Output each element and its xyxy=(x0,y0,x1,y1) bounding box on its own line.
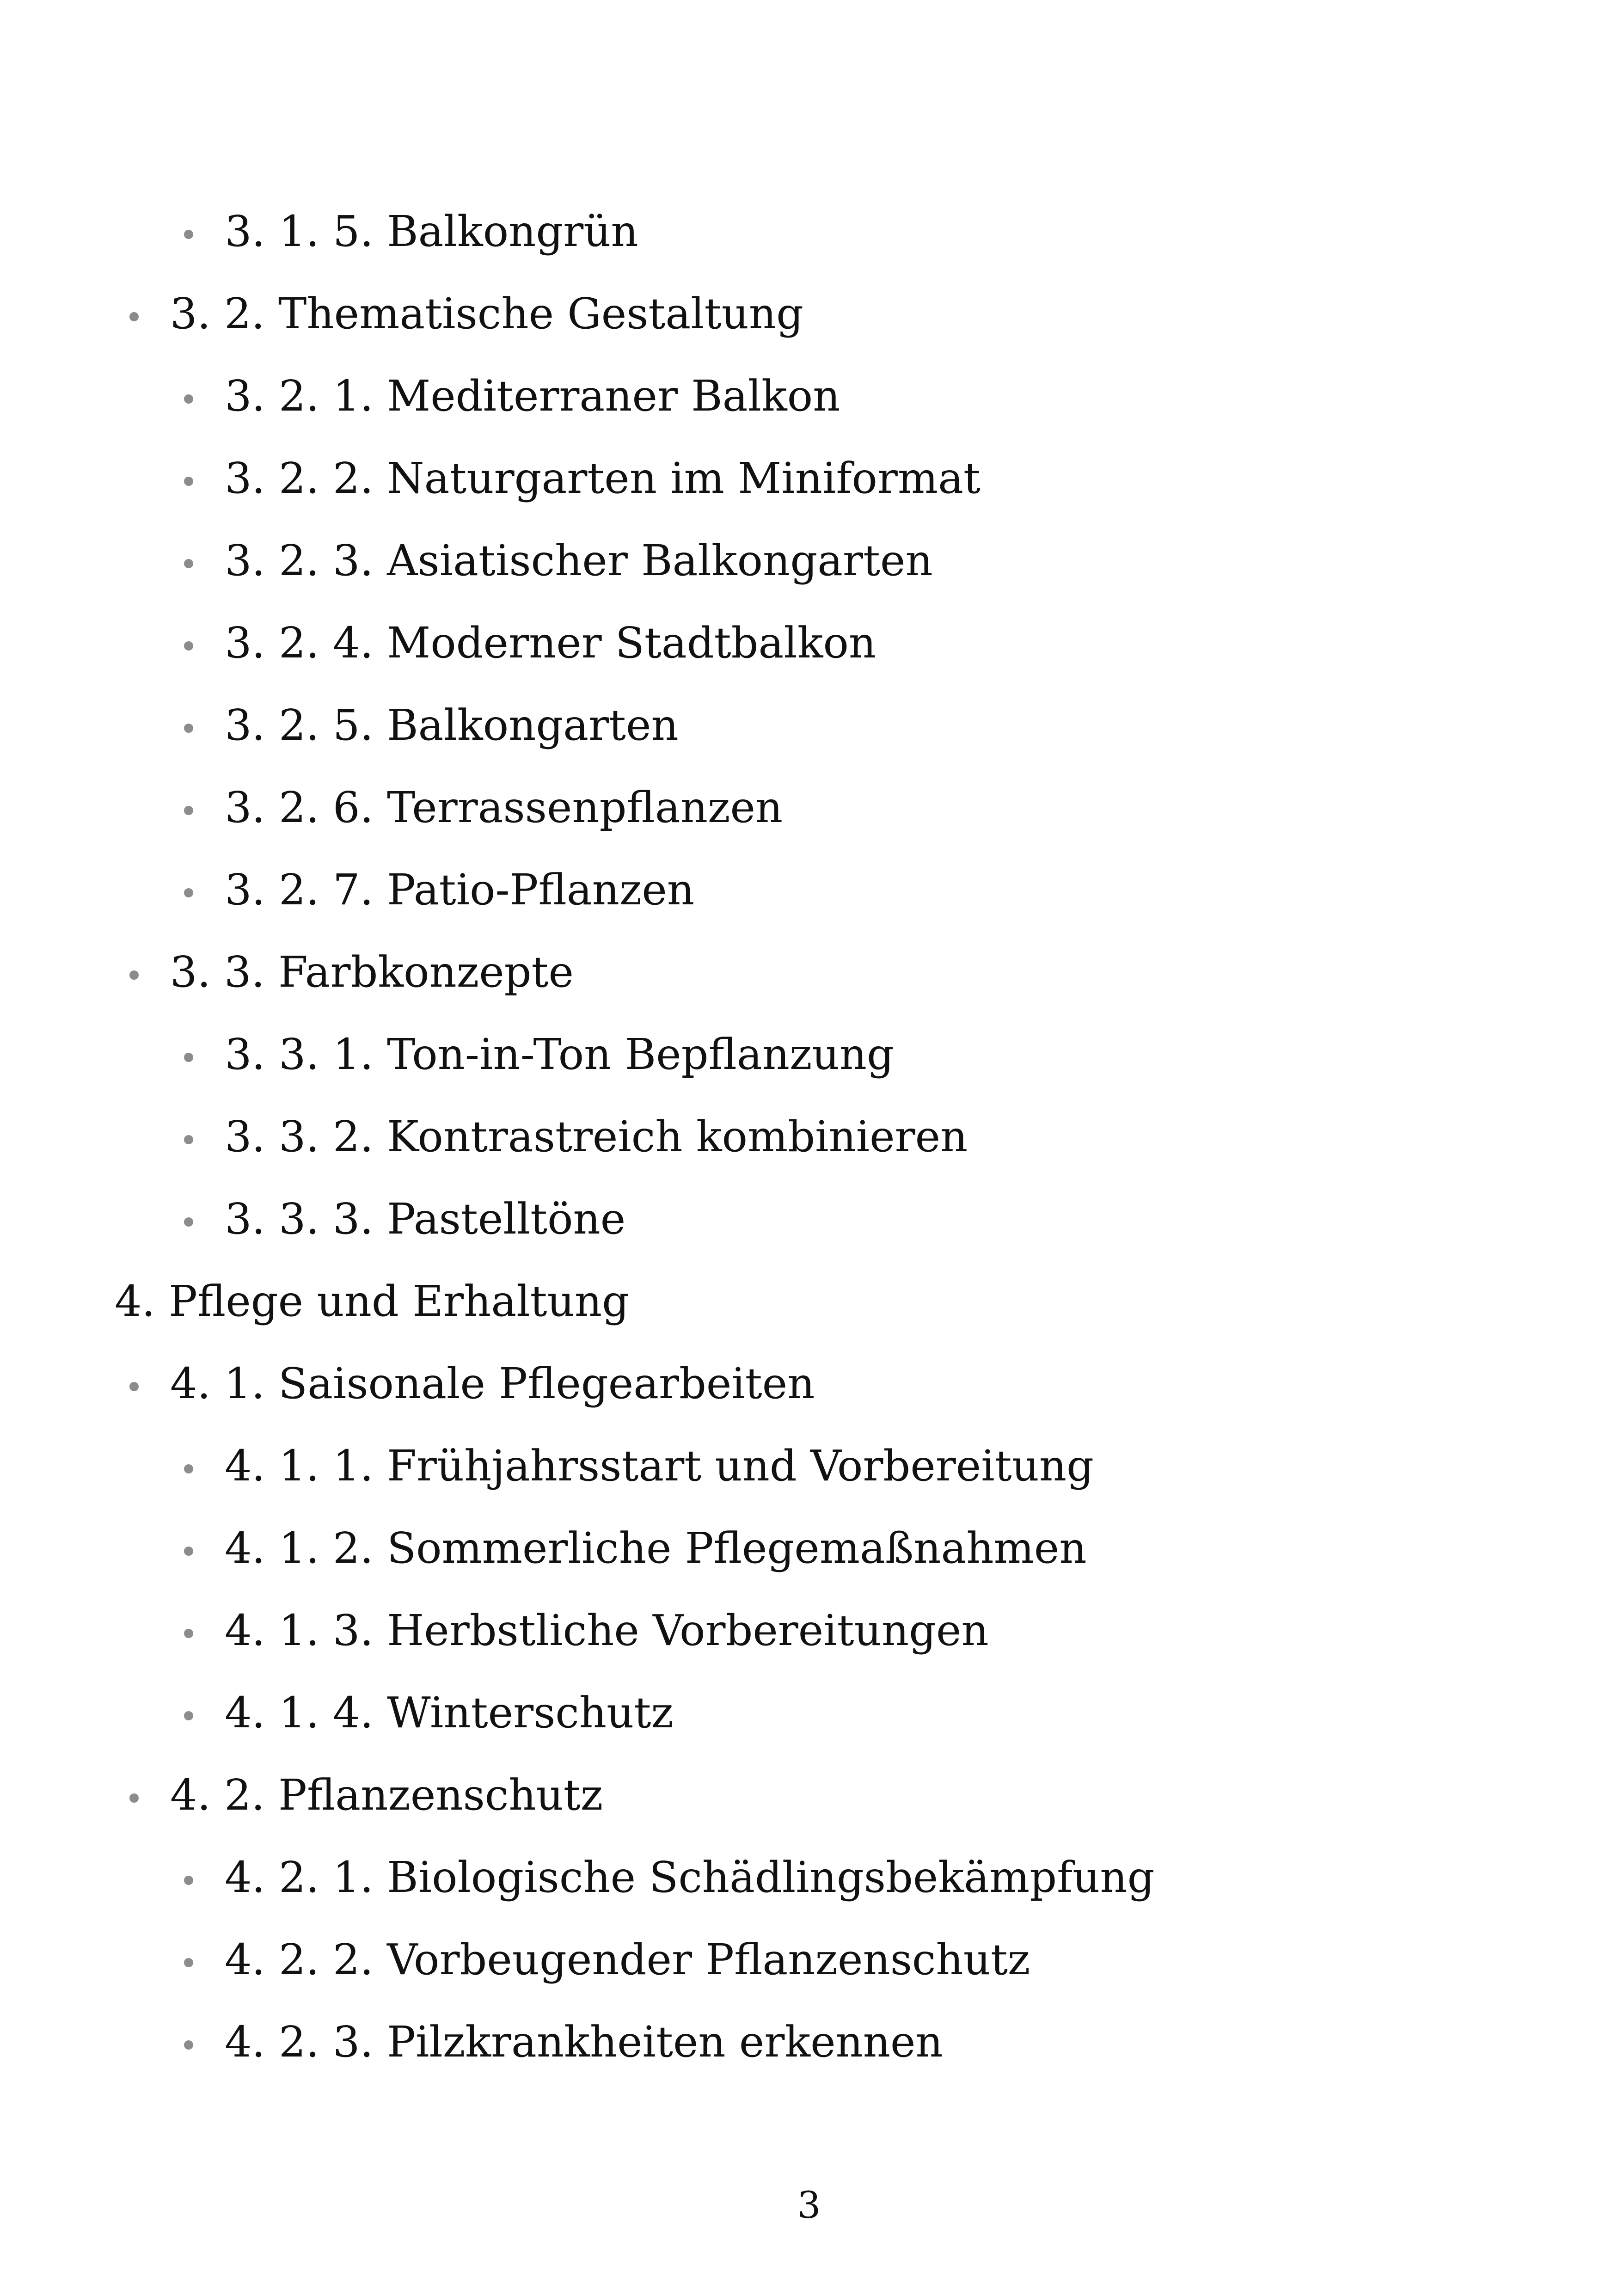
toc-entry-label: 4. 1. 3. Herbstliche Vorbereitungen xyxy=(225,1606,989,1655)
toc-entry-label: 3. 2. 6. Terrassenpflanzen xyxy=(225,783,783,832)
toc-entry-label: 3. 2. 7. Patio-Pflanzen xyxy=(225,865,695,915)
toc-entry-3-3-2 xyxy=(225,1112,968,1161)
toc-entry-3-2-6 xyxy=(225,783,783,832)
bullet-icon xyxy=(184,477,193,486)
toc-entry-label: 3. 2. 2. Naturgarten im Miniformat xyxy=(225,454,981,503)
toc-entry-label: 4. 2. 3. Pilzkrankheiten erkennen xyxy=(225,2017,943,2067)
toc-entry-4-2-2 xyxy=(225,1935,1030,1984)
toc-entry-label: 3. 2. 5. Balkongarten xyxy=(225,700,679,750)
toc-entry-3-3 xyxy=(170,947,574,997)
toc-entry-3-3-1 xyxy=(225,1030,894,1079)
toc-entry-3-2-7 xyxy=(225,865,695,915)
toc-entry-label: 4. 1. 1. Frühjahrsstart und Vorbereitung xyxy=(225,1441,1094,1491)
toc-entry-3-1-5 xyxy=(225,207,638,256)
toc-entry-3-2-5 xyxy=(225,700,679,750)
bullet-icon xyxy=(184,1711,193,1720)
toc-entry-label: 3. 3. 3. Pastelltöne xyxy=(225,1194,626,1244)
toc-entry-label: 4. 1. Saisonale Pflegearbeiten xyxy=(170,1359,815,1408)
toc-entry-4-1 xyxy=(170,1359,815,1408)
bullet-icon xyxy=(184,1629,193,1638)
toc-entry-label: 3. 3. 2. Kontrastreich kombinieren xyxy=(225,1112,968,1161)
toc-entry-3-2 xyxy=(170,289,804,338)
toc-entry-label: 4. 2. Pflanzenschutz xyxy=(170,1770,603,1820)
toc-entry-3-2-3 xyxy=(225,536,933,585)
toc-entry-4-2-3 xyxy=(225,2017,943,2067)
bullet-icon xyxy=(184,724,193,733)
bullet-icon xyxy=(184,641,193,651)
toc-entry-4-1-3 xyxy=(225,1606,989,1655)
toc-entry-3-2-4 xyxy=(225,618,876,668)
toc-entry-4-1-1 xyxy=(225,1441,1094,1491)
bullet-icon xyxy=(184,1053,193,1062)
bullet-icon xyxy=(184,806,193,815)
bullet-icon xyxy=(129,312,139,321)
toc-entry-4-2-1 xyxy=(225,1853,1155,1902)
toc-entry-4-1-2 xyxy=(225,1523,1087,1573)
bullet-icon xyxy=(184,1958,193,1967)
bullet-icon xyxy=(184,394,193,404)
bullet-icon xyxy=(184,1547,193,1556)
toc-entry-label: 3. 3. 1. Ton-in-Ton Bepflanzung xyxy=(225,1030,894,1079)
toc-entry-3-3-3 xyxy=(225,1194,626,1244)
toc-entry-label: 3. 2. Thematische Gestaltung xyxy=(170,289,804,338)
bullet-icon xyxy=(129,970,139,980)
toc-entry-label: 4. 1. 2. Sommerliche Pflegemaßnahmen xyxy=(225,1523,1087,1573)
bullet-icon xyxy=(184,888,193,897)
bullet-icon xyxy=(129,1382,139,1391)
toc-entry-label: 3. 1. 5. Balkongrün xyxy=(225,207,638,256)
toc-entry-label: 3. 3. Farbkonzepte xyxy=(170,947,574,997)
bullet-icon xyxy=(184,559,193,568)
toc-entry-label: 3. 2. 3. Asiatischer Balkongarten xyxy=(225,536,933,585)
page-number: 3 xyxy=(797,2184,821,2227)
bullet-icon xyxy=(184,1876,193,1885)
toc-entry-label: 4. 1. 4. Winterschutz xyxy=(225,1688,674,1737)
bullet-icon xyxy=(184,1464,193,1473)
toc-entry-4-2 xyxy=(170,1770,603,1820)
toc-entry-3-2-1 xyxy=(225,371,840,421)
toc-entry-3-2-2 xyxy=(225,454,981,503)
toc-entry-label: 4. 2. 2. Vorbeugender Pflanzenschutz xyxy=(225,1935,1030,1984)
bullet-icon xyxy=(184,1135,193,1144)
bullet-icon xyxy=(129,1793,139,1803)
bullet-icon xyxy=(184,230,193,239)
bullet-icon xyxy=(184,1217,193,1227)
toc-entry-label: 4. 2. 1. Biologische Schädlingsbekämpfung xyxy=(225,1853,1155,1902)
toc-entry-label: 4. Pflege und Erhaltung xyxy=(115,1277,629,1326)
bullet-icon xyxy=(184,2040,193,2050)
toc-entry-label: 3. 2. 1. Mediterraner Balkon xyxy=(225,371,840,421)
toc-entry-4 xyxy=(115,1277,629,1326)
toc-entry-label: 3. 2. 4. Moderner Stadtbalkon xyxy=(225,618,876,668)
toc-entry-4-1-4 xyxy=(225,1688,674,1737)
